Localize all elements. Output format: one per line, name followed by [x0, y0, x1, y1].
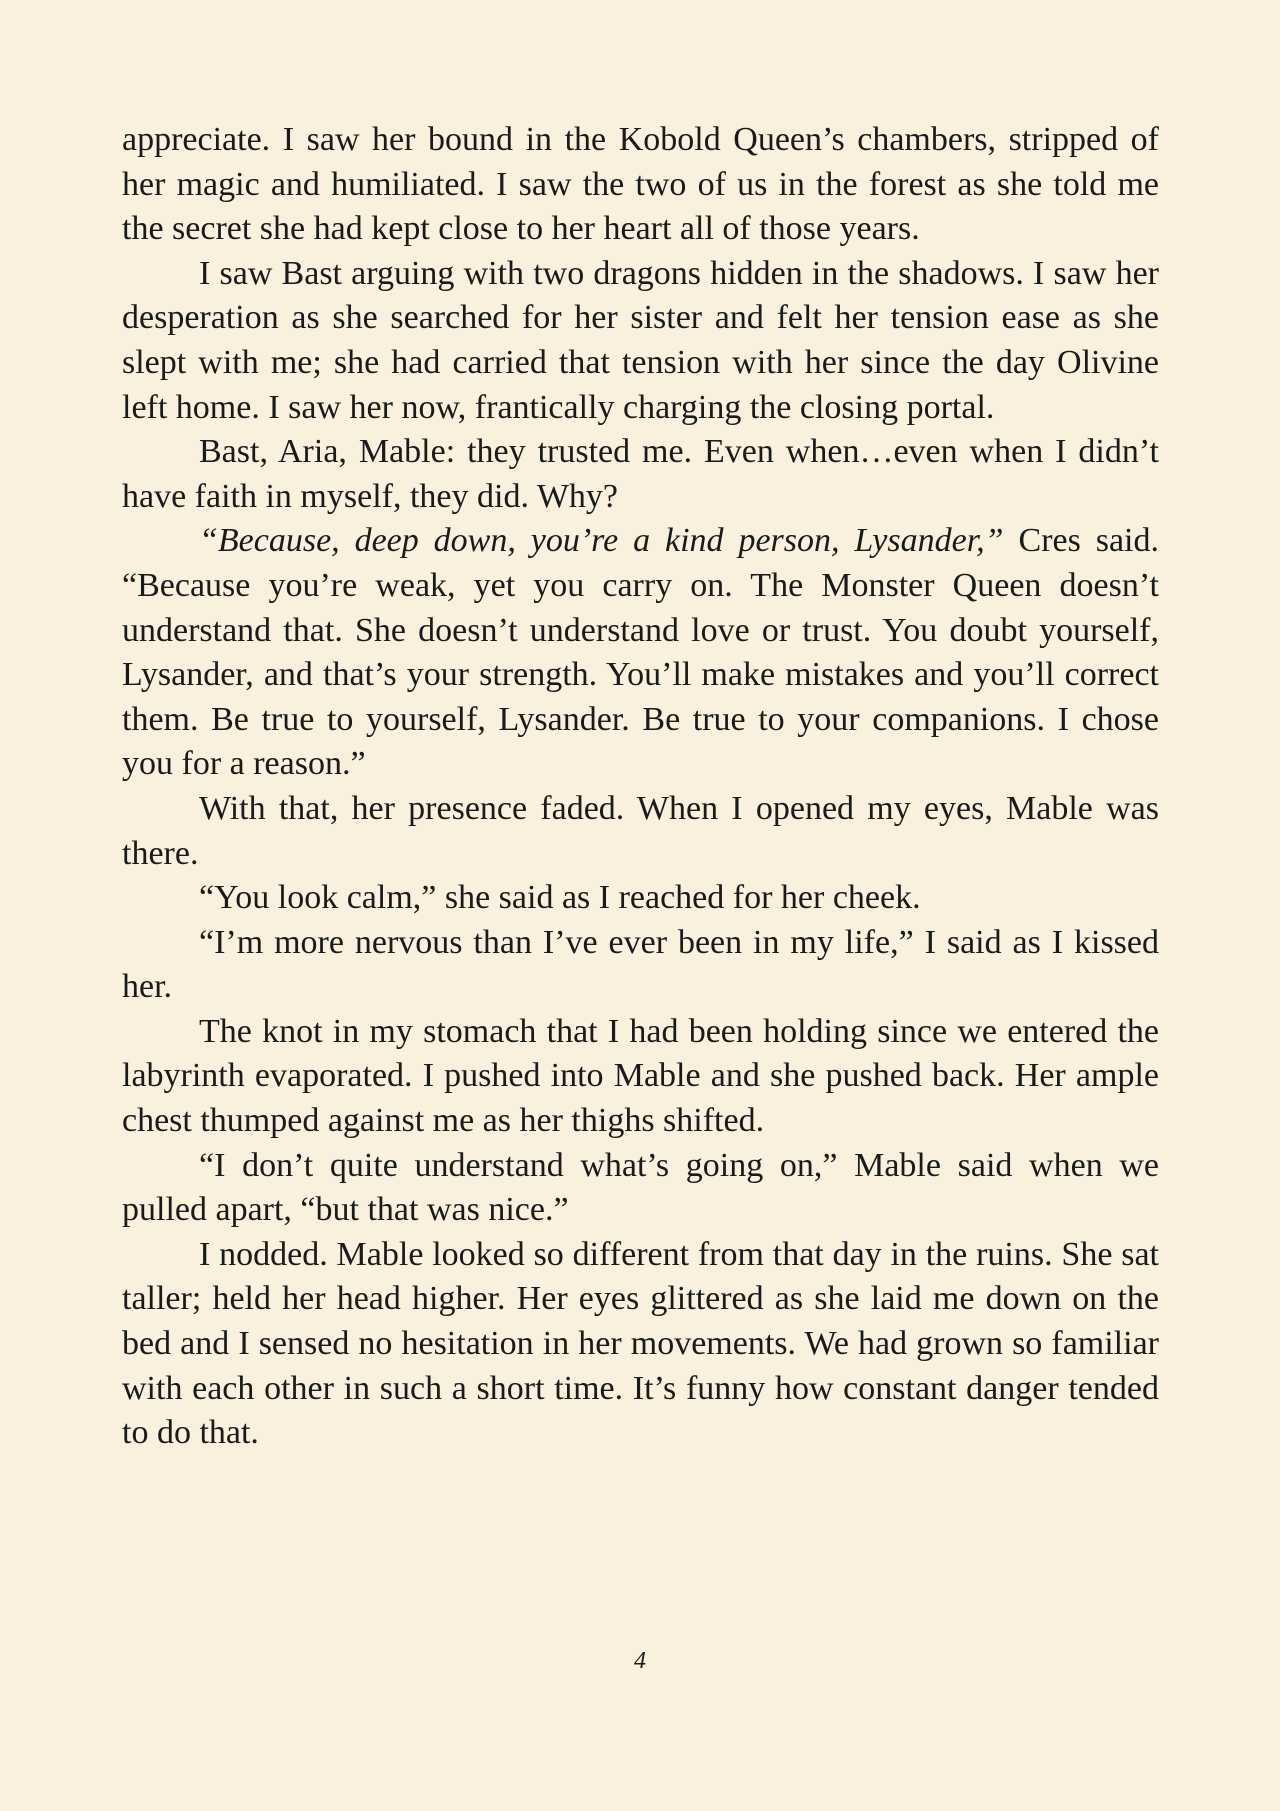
paragraph-1: appreciate. I saw her bound in the Kobold Queen’s chambers, stripped of her magic and humiliated. I saw the two of us in the forest as she told me the secret she had kept close to her heart all of those years.: [122, 121, 1159, 248]
paragraph-7: “I’m more nervous than I’ve ever been in my life,” I said as I kissed her.: [122, 923, 1159, 1006]
body-text: [122, 118, 1159, 1456]
paragraph-6: “You look calm,” she said as I reached for her cheek.: [199, 879, 921, 917]
italic-dialogue: “Because, deep down, you’re a kind person, Lysander,”: [199, 522, 1004, 560]
page-number: 4: [634, 1648, 646, 1674]
paragraph-8: The knot in my stomach that I had been holding since we entered the labyrinth evaporated. I pushed into Mable and she pushed back. Her ample chest thumped against me as her thighs shifted.: [122, 1012, 1159, 1140]
paragraph-9: “I don’t quite understand what’s going on,” Mable said when we pulled apart, “but that was nice.”: [122, 1146, 1159, 1229]
paragraph-4-rest: Cres said. “Because you’re weak, yet you carry on. The Monster Queen doesn’t understand that. She doesn’t understand love or trust. You doubt yourself, Lysander, and that’s your strength. You’ll make mistakes and you’ll correct them. Be true to yourself, Lysander. Be true to your companions. I chose you for a reason.”: [122, 522, 1160, 783]
paragraph-2: I saw Bast arguing with two dragons hidden in the shadows. I saw her desperation as she searched for her sister and felt her tension ease as she slept with me; she had carried that tension with her since the day Olivine left home. I saw her now, frantically charging the closing portal.: [122, 254, 1159, 426]
paragraph-3: Bast, Aria, Mable: they trusted me. Even when…even when I didn’t have faith in myself, they did. Why?: [122, 433, 1159, 515]
paragraph-5: With that, her presence faded. When I opened my eyes, Mable was there.: [122, 789, 1159, 872]
paragraph-4: [122, 519, 1159, 787]
paragraph-10: I nodded. Mable looked so different from that day in the ruins. She sat taller; held her head higher. Her eyes glittered as she laid me down on the bed and I sensed no hesitation in her movements. We had grown so familiar with each other in such a short time. It’s funny how constant danger tended to do that.: [122, 1235, 1159, 1452]
